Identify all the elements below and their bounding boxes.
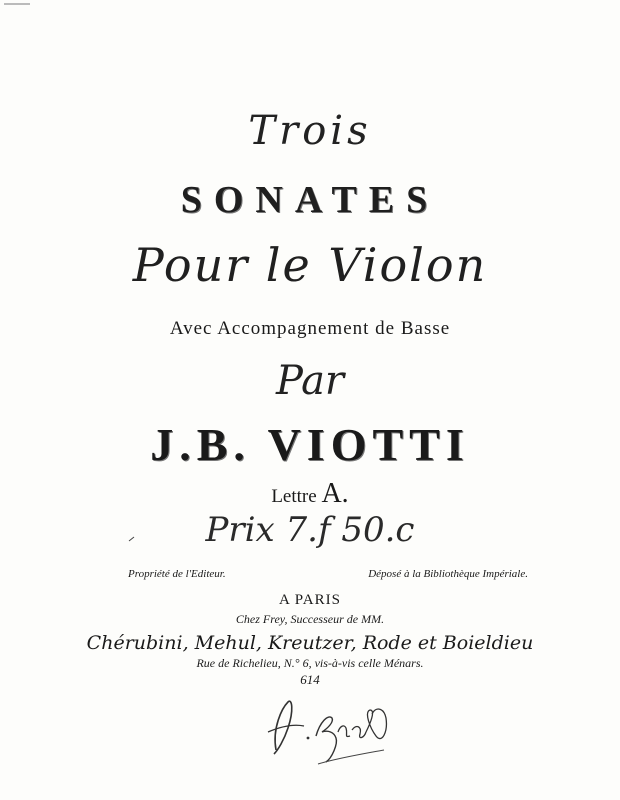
title-trois: Trois (248, 108, 372, 154)
handwritten-signature (258, 688, 398, 768)
publishers-list: Chérubini, Mehul, Kreutzer, Rode et Boieldieu (86, 632, 534, 654)
publisher-line: Chez Frey, Successeur de MM. (235, 612, 385, 626)
publisher-address: Rue de Richelieu, N.° 6, vis-à-vis celle Ménars. (196, 656, 424, 670)
title-sonates: SONATES (180, 179, 440, 221)
property-notice: Propriété de l'Editeur. (128, 568, 226, 580)
title-pour-le-violon: Pour le Violon (132, 238, 488, 292)
corner-mark (4, 2, 32, 6)
notice-row (128, 568, 528, 580)
price: Prix 7.f 50.c (205, 510, 415, 550)
lettre-label: Lettre (271, 486, 317, 507)
city: A PARIS (279, 592, 341, 608)
deposit-notice: Déposé à la Bibliothèque Impériale. (368, 568, 528, 580)
lettre-value: A. (321, 478, 349, 509)
plate-number: 614 (300, 672, 320, 687)
subtitle-accompaniment: Avec Accompagnement de Basse (169, 318, 451, 339)
lettre-line (0, 478, 620, 510)
composer-name: J.B. VIOTTI (150, 419, 470, 470)
by-par: Par (275, 358, 345, 404)
